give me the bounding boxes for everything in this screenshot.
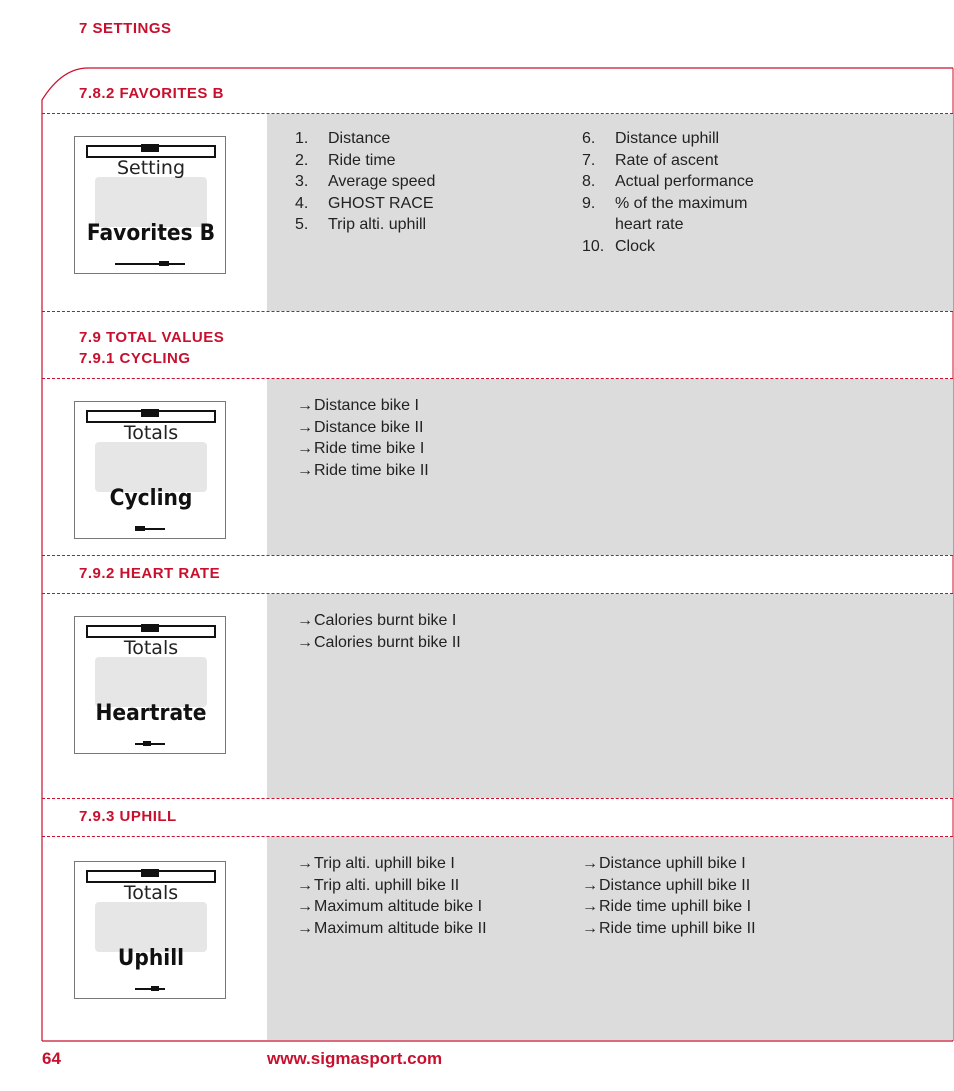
list-item: →Trip alti. uphill bike I: [297, 855, 455, 872]
lcd-main-label: Uphill: [117, 946, 185, 971]
uphill-list-left: [297, 853, 487, 939]
list-item: 5. Trip alti. uphill: [295, 216, 427, 234]
lcd-top-label: Totals: [123, 882, 179, 904]
list-item: →Ride time bike I: [297, 440, 425, 458]
list-item: →Ride time uphill bike II: [582, 919, 756, 937]
lcd-top-label: Setting: [116, 157, 186, 179]
list-item: →Distance bike II: [297, 418, 424, 436]
heartrate-list: [297, 610, 461, 653]
list-item: heart rate: [615, 216, 684, 234]
section-title-total-values: 7.9 TOTAL VALUES: [79, 329, 225, 346]
lcd-top-label: Totals: [123, 422, 179, 444]
favorites-list-left: [295, 128, 435, 236]
list-item: 8. Actual performance: [582, 173, 754, 191]
list-item: →Ride time uphill bike I: [582, 898, 752, 916]
lcd-display-uphill: [74, 861, 226, 999]
list-item: →Maximum altitude bike II: [297, 919, 487, 937]
list-item: 3. Average speed: [295, 173, 436, 191]
lcd-top-label: Totals: [123, 637, 179, 659]
list-item: 9. % of the maximum: [582, 194, 748, 212]
uphill-list-right: [582, 853, 756, 939]
list-item: →Distance uphill bike II: [582, 876, 751, 894]
lcd-display-favorites: [74, 136, 226, 274]
divider: [42, 798, 953, 799]
section-subtitle-cycling: 7.9.1 CYCLING: [79, 350, 191, 367]
list-item: →Calories burnt bike I: [297, 612, 457, 629]
divider: [42, 555, 953, 556]
favorites-list-right: [582, 128, 754, 258]
page-header: 7 SETTINGS: [79, 20, 172, 37]
lcd-main-label: Favorites B: [86, 221, 216, 246]
website-link[interactable]: www.sigmasport.com: [267, 1049, 443, 1068]
list-item: →Trip alti. uphill bike II: [297, 876, 460, 894]
list-item: 1. Distance: [295, 130, 391, 147]
list-item: →Ride time bike II: [297, 461, 429, 479]
lcd-display-heartrate: [74, 616, 226, 754]
lcd-main-label: Heartrate: [95, 701, 207, 726]
list-item: 2. Ride time: [295, 151, 396, 169]
section-title-heart-rate: 7.9.2 HEART RATE: [79, 565, 221, 582]
section-title-uphill: 7.9.3 UPHILL: [79, 808, 177, 825]
list-item: →Maximum altitude bike I: [297, 898, 483, 916]
list-item: 6. Distance uphill: [582, 130, 720, 147]
page-number: 64: [42, 1049, 61, 1068]
cycling-list: [297, 395, 429, 481]
list-item: 4. GHOST RACE: [295, 194, 434, 212]
section-title-favorites-b: 7.8.2 FAVORITES B: [79, 85, 224, 102]
list-item: 10. Clock: [582, 237, 656, 255]
lcd-display-cycling: [74, 401, 226, 539]
list-item: →Distance bike I: [297, 397, 419, 414]
divider: [42, 311, 953, 312]
list-item: →Calories burnt bike II: [297, 633, 461, 651]
list-item: 7. Rate of ascent: [582, 151, 719, 169]
lcd-main-label: Cycling: [109, 486, 193, 511]
list-item: →Distance uphill bike I: [582, 855, 746, 872]
